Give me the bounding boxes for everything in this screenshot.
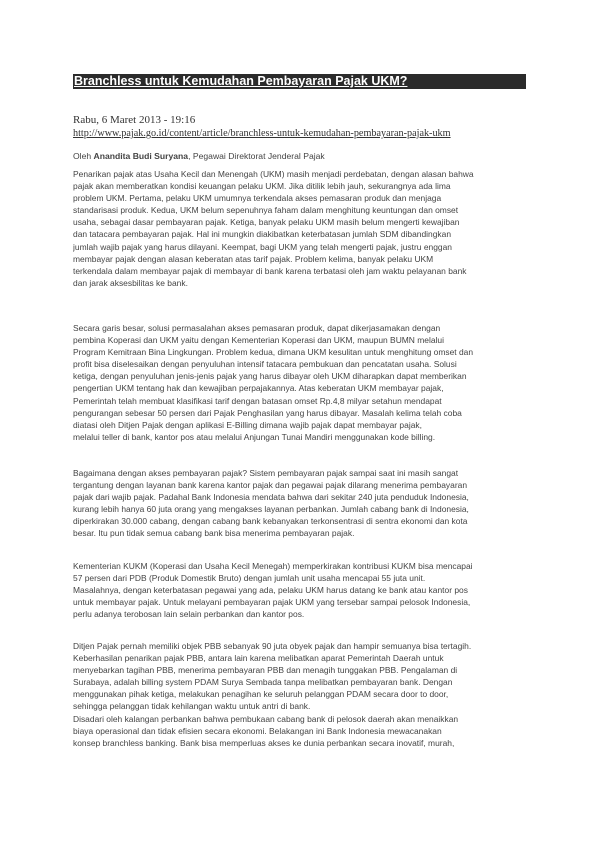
byline-suffix: , Pegawai Direktorat Jenderal Pajak [188,151,325,161]
paragraph-line: konsep branchless banking. Bank bisa memperluas akses ke dunia perbankan secara inovatif, murah, [73,737,455,748]
paragraph-line: perlu adanya terobosan lain selain perbankan dan kantor pos. [73,609,305,620]
paragraph-line: Penarikan pajak atas Usaha Kecil dan Menengah (UKM) masih menjadi perdebatan, dengan alasan bahwa [73,169,474,179]
article-url-link[interactable]: http://www.pajak.go.id/content/article/branchless-untuk-kemudahan-pembayaran-pajak-ukm [73,128,451,139]
article-date: Rabu, 6 Maret 2013 - 19:16 [73,114,196,126]
paragraph-line: problem UKM. Pertama, pelaku UKM umumnya terkendala akses pemasaran produk dan menjaga [73,193,442,204]
paragraph-line: melalui teller di bank, kantor pos atau melalui Anjungan Tunai Mandiri menggunakan kode billing. [73,431,436,442]
paragraph-line: pembina Koperasi dan UKM yaitu dengan Kementerian Koperasi dan UKM, maupun BUMN melalui [73,335,444,346]
paragraph-4 [73,560,533,620]
paragraph-line: Program Kemitraan Bina Lingkungan. Problem kedua, dimana UKM kesulitan untuk menghitung omset dan [73,347,474,358]
paragraph-line: besar. Itu pun tidak semua cabang bank bisa menerima pembayaran pajak. [73,528,355,539]
paragraph-line: pajak dari wajib pajak. Padahal Bank Indonesia mendata bahwa dari sekitar 240 juta penduduk Indonesia, [73,492,469,503]
paragraph-line: diatasi oleh Ditjen Pajak dengan aplikasi E-Billing dimana wajib pajak dapat membayar pajak, [73,419,422,430]
paragraph-3 [73,467,533,540]
paragraph-line: Keberhasilan penarikan pajak PBB, antara lain karena melibatkan aparat Pemerintah Daerah untuk [73,653,444,664]
paragraph-line: profit bisa diselesaikan dengan penyuluhan intensif tatacara pembukuan dan pencatatan usaha. Solusi [73,359,457,370]
paragraph-line: dan jarak aksesbilitas ke bank. [73,277,188,288]
paragraph-line: standarisasi produk. Kedua, UKM belum sepenuhnya faham dalam menghitung keuntungan dan omset [73,205,459,216]
paragraph-line: Ditjen Pajak pernah memiliki objek PBB sebanyak 90 juta obyek pajak dan hampir semuanya bisa tertagih. [73,641,472,651]
paragraph-line: menyebarkan tagihan PBB, menerima pembayaran PBB dan menagih tunggakan PBB. Pengalaman di [73,665,458,676]
paragraph-line: Secara garis besar, solusi permasalahan akses pemasaran produk, dapat dikerjasamakan dengan [73,323,441,333]
paragraph-line: ketiga, dengan penyuluhan jenis-jenis pajak yang harus dibayar oleh UKM diharapkan dapat memberikan [73,371,467,382]
paragraph-line: Kementerian KUKM (Koperasi dan Usaha Kecil Menegah) memperkirakan kontribusi KUKM bisa mencapai [73,561,473,571]
paragraph-line: pengertian UKM tentang hak dan kewajiban perpajakannya. Atas keberatan UKM membayar pajak, [73,383,444,394]
paragraph-line: pajak akan memberatkan kondisi keuangan pelaku UKM. Jika ditilik lebih jauh, sekurangnya ada lima [73,181,451,192]
paragraph-line: Surabaya, adalah billing system PDAM Surya Sembada tanpa melibatkan pembayaran bank. Dengan [73,677,453,688]
paragraph-1 [73,168,533,289]
paragraph-2 [73,322,533,443]
paragraph-line: tergantung dengan layanan bank karena kantor pajak dan pegawai pajak dilarang menerima pembayaran [73,480,468,491]
paragraph-line: menggunakan pihak ketiga, melakukan penagihan ke seluruh pelanggan PDAM secara door to door, [73,689,449,700]
article-title: Branchless untuk Kemudahan Pembayaran Pajak UKM? [73,74,526,89]
paragraph-line: dan tatacara pembayaran pajak. Hal ini mungkin diakibatkan keterbatasan jumlah SDM dibandingkan [73,229,452,240]
paragraph-5 [73,640,533,749]
paragraph-line: pengurangan sebesar 50 persen dari Pajak Penghasilan yang harus dibayar. Masalah kelima telah coba [73,407,462,418]
paragraph-line: usaha, sebagai dasar pembayaran pajak. Ketiga, banyak pelaku UKM masih belum mengerti kewajiban [73,217,460,228]
paragraph-line: jumlah wajib pajak yang harus dilayani. Keempat, bagi UKM yang telah mengerti pajak, justru enggan [73,241,452,252]
paragraph-line: kurang lebih hanya 60 juta orang yang mengakses layanan perbankan. Jumlah cabang bank di Indonesia, [73,504,469,515]
byline [73,151,325,161]
paragraph-line: untuk membayar pajak. Untuk melayani pembayaran pajak UKM yang tersebar sampai pelosok Indonesia, [73,597,471,608]
paragraph-line: Bagaimana dengan akses pembayaran pajak? Sistem pembayaran pajak sampai saat ini masih sangat [73,468,459,478]
paragraph-line: diperkirakan 30.000 cabang, dengan cabang bank kebanyakan terkonsentrasi di sentra ekonomi dan kota [73,516,468,527]
byline-prefix: Oleh [73,151,94,161]
paragraph-line: terkendala dalam membayar pajak di membayar di bank karena terbatasi oleh jam waktu pelayanan bank [73,265,467,276]
paragraph-line: biaya operasional dan tidak efisien secara ekonomi. Belakangan ini Bank Indonesia mewacanakan [73,725,442,736]
paragraph-line: membayar pajak dengan alasan keberatan atas tarif pajak. Problem kelima, banyak pelaku UKM [73,253,434,264]
paragraph-line: Masalahnya, dengan keterbatasan pegawai yang ada, pelaku UKM harus datang ke bank atau kantor pos [73,585,468,596]
paragraph-line: 57 persen dari PDB (Produk Domestik Bruto) dengan jumlah unit usaha mencapai 55 juta unit. [73,573,426,584]
paragraph-line: Pemerintah telah membuat klasifikasi tarif dengan batasan omset Rp.4,8 milyar setahun mendapat [73,395,442,406]
paragraph-line: Disadari oleh kalangan perbankan bahwa pembukaan cabang bank di pelosok daerah akan menaikkan [73,713,459,724]
paragraph-line: sehingga pelanggan tidak kehilangan waktu untuk antri di bank. [73,701,311,712]
author-name: Anandita Budi Suryana [93,151,189,161]
